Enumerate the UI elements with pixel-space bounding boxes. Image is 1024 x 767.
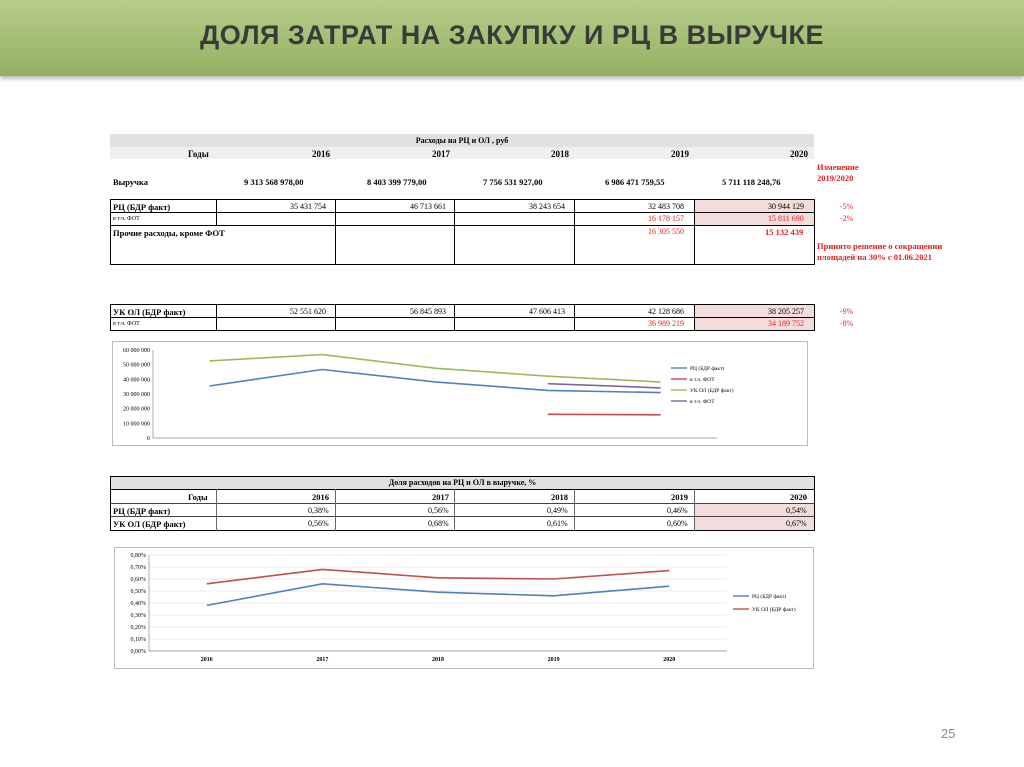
year-col: 2020 [790,149,808,159]
revenue-value: 9 313 568 978,00 [244,177,304,187]
uk-value: 52 551 620 [290,307,326,316]
rc-value: 32 483 708 [648,202,684,211]
x-tick-label: 2016 [200,657,213,663]
decision-note: Принято решение о сокращении площадей на 30% с 01.06.2021 [817,241,943,262]
y-tick-label: 0,70% [130,565,146,571]
table1-title: Расходы на РЦ и ОЛ , руб [415,136,509,145]
share-title: Доля расходов на РЦ и ОЛ в выручке, % [388,478,537,487]
y-tick-label: 0,00% [130,649,146,655]
legend-label: РЦ (БДР факт) [690,366,725,372]
revenue-value: 6 986 471 759,55 [605,177,665,187]
year-col: 2019 [671,149,689,159]
legend-label: в т.ч. ФОТ [690,377,715,383]
rc-value: 46 713 661 [410,202,446,211]
y-tick-label: 0,60% [130,577,146,583]
year-col: 2017 [432,492,449,502]
y-tick-label: 0,10% [130,637,146,643]
share-rc-value: 0,49% [547,506,568,515]
uk-change: -9% [840,307,854,316]
x-tick-label: 2020 [663,657,676,663]
series-line [209,355,660,382]
series-line [209,370,660,393]
series-line [207,569,669,583]
table1-header [110,134,814,148]
legend-label: УК ОЛ (БДР факт) [752,607,796,613]
years-label: Годы [188,149,209,159]
year-col: 2018 [551,492,568,502]
y-tick-label: 20 000 000 [123,406,150,413]
y-tick-label: 0,80% [130,553,146,559]
share-rc-value: 0,56% [428,506,449,515]
year-col: 2019 [671,492,688,502]
uk-value: 47 606 413 [529,307,565,316]
y-tick-label: 0 [147,436,150,442]
x-tick-label: 2019 [547,657,560,663]
share-uk-value: 0,60% [667,519,688,528]
uk-label: УК ОЛ (БДР факт) [113,307,186,317]
share-chart-svg [115,548,815,670]
y-tick-label: 30 000 000 [123,392,150,398]
legend-label: УК ОЛ (БДР факт) [690,388,734,394]
uk-fot-value: 36 989 219 [648,319,684,328]
series-line [548,414,661,415]
y-tick-label: 0,50% [130,589,146,595]
rc-value: 30 944 129 [768,202,804,211]
y-tick-label: 0,30% [130,613,146,619]
x-tick-label: 2017 [316,657,329,663]
revenue-label: Выручка [113,177,148,187]
uk-value: 38 205 257 [768,307,804,316]
y-tick-label: 10 000 000 [123,421,150,428]
rc-value: 35 431 754 [290,202,326,211]
y-tick-label: 50 000 000 [123,362,150,369]
share-uk-value: 0,67% [786,519,807,528]
year-col: 2016 [312,492,329,502]
share-chart [114,547,814,669]
revenue-value: 8 403 399 779,00 [367,177,427,187]
rc-fot-label: в т.ч. ФОТ [113,216,140,222]
revenue-value: 7 756 531 927,00 [483,177,543,187]
rc-fot-change: -2% [840,214,854,223]
page-title: ДОЛЯ ЗАТРАТ НА ЗАКУПКУ И РЦ В ВЫРУЧКЕ [200,20,824,50]
legend-label: в т.ч. ФОТ [690,399,715,405]
uk-value: 56 845 893 [410,307,446,316]
rc-label: РЦ (БДР факт) [113,202,171,212]
legend-label: РЦ (БДР факт) [752,594,787,600]
other-value: 15 132 439 [765,227,804,237]
title-banner [0,0,1024,76]
uk-fot-change: -8% [840,319,854,328]
y-tick-label: 40 000 000 [123,377,150,384]
share-rc-value: 0,38% [308,506,329,515]
share-rc-value: 0,46% [667,506,688,515]
slide-number: 25 [941,726,956,741]
year-col: 2017 [432,149,450,159]
series-line [207,584,669,606]
share-uk-value: 0,61% [547,519,568,528]
rc-fot-value: 15 811 690 [768,214,804,223]
x-tick-label: 2018 [432,657,444,663]
share-header [111,477,814,489]
year-col: 2016 [312,149,330,159]
rc-value: 38 243 654 [529,202,565,211]
share-uk-value: 0,56% [308,519,329,528]
costs-chart [112,341,808,446]
year-col: 2018 [551,149,569,159]
share-uk-value: 0,68% [428,519,449,528]
table1-years-row [110,147,814,159]
other-label: Прочие расходы, кроме ФОТ [113,228,225,238]
costs-chart-svg [113,342,809,447]
share-rc-label: РЦ (БДР факт) [113,506,171,516]
y-tick-label: 60 000 000 [123,348,150,354]
y-tick-label: 0,40% [130,601,146,607]
share-uk-label: УК ОЛ (БДР факт) [113,519,186,529]
series-line [548,384,661,388]
uk-fot-label: в т.ч. ФОТ [113,321,140,327]
revenue-value: 5 711 118 248,76 [722,177,781,187]
other-value: 16 305 550 [648,227,684,236]
y-tick-label: 0,20% [130,625,146,631]
rc-change: -5% [840,202,854,211]
share-rc-value: 0,54% [786,506,807,515]
uk-fot-value: 34 189 752 [768,319,804,328]
year-col: 2020 [790,492,807,502]
change-header: Изменение 2019/2020 [817,162,859,183]
rc-fot-value: 16 178 157 [648,214,684,223]
uk-value: 42 128 686 [648,307,684,316]
years-label: Годы [188,492,208,502]
